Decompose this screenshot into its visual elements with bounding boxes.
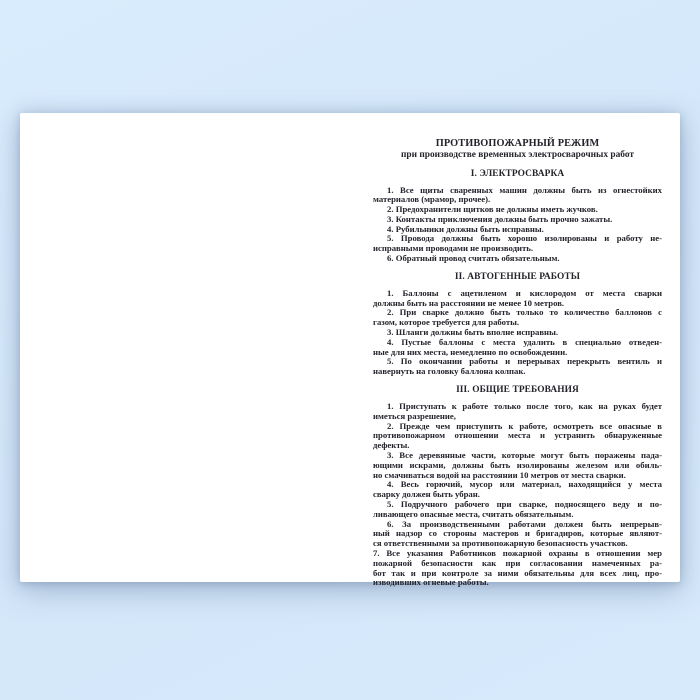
text-line: ные для них места, немедленно по освобождении. [373, 346, 568, 357]
text-line: 3. Шланги должны быть вполне исправны. [387, 327, 559, 338]
text-line: 2. При сварке должно быть только то количество баллонов с [387, 307, 662, 318]
text-line: 2. Предохранители щитков не должны иметь жучков. [387, 204, 598, 215]
document-sheet [20, 113, 680, 588]
text-line: исправными проводами не производить. [373, 243, 534, 254]
paragraph [373, 549, 662, 588]
text-line: ющими искрами, должны быть изолированы железом или обиль- [373, 459, 662, 470]
text-line: сварку должен быть убран. [373, 489, 480, 500]
text-line: 1. Баллоны с ацетиленом и кислородом от места сварки [387, 287, 662, 298]
text-line: 5. Подручного рабочего при сварке, подносящего веду и по- [387, 499, 662, 510]
text-line: 1. Приступать к работе только после того, как на руках будет [387, 401, 662, 412]
text-line: 4. Рубильники должны быть исправны. [387, 223, 544, 234]
text-line: 7. Все указания Работников пожарной охраны в отношении мер [373, 548, 662, 558]
text-line: 5. По окончании работы и перерывах перекрыть вентиль и [387, 356, 662, 367]
document-subtitle: при производстве временных электросварочных работ [400, 149, 635, 160]
text-line: ся ответственными за противопожарную безопасность участков. [373, 538, 628, 549]
paragraph [373, 186, 662, 206]
text-line: ный надзор со стороны мастеров и бригадиров, которые являют- [373, 528, 662, 539]
text-line: 3. Контакты приключения должны быть прочно зажаты. [387, 213, 613, 224]
paragraph [373, 480, 662, 500]
paragraph [373, 422, 662, 451]
text-line: газом, которое требуется для работы. [373, 317, 520, 328]
paragraph [373, 402, 662, 422]
paragraph [373, 520, 662, 549]
document-body [373, 169, 662, 589]
text-line: должны быть на расстоянии не менее 10 метров. [373, 297, 565, 308]
paragraph [373, 357, 662, 377]
section-heading: III. ОБЩИЕ ТРЕБОВАНИЯ [456, 385, 579, 396]
paragraph [373, 338, 662, 358]
text-line: бот так и при контроле за ними обязательны для всех лиц, про- [373, 567, 662, 578]
paragraph [373, 234, 662, 254]
text-line: 6. Обратный провод считать обязательным. [387, 253, 560, 264]
text-line: иметься разрешение, [373, 410, 456, 421]
section-heading: II. АВТОГЕННЫЕ РАБОТЫ [454, 271, 581, 282]
text-line: 5. Провода должны быть хорошо изолированы и работу не- [387, 233, 662, 244]
text-line: ливающего опасные места, считать обязательным. [373, 508, 574, 519]
paragraph [373, 254, 662, 264]
text-line: материалов (мрамор, прочее). [373, 194, 491, 205]
text-line: 3. Все деревянные части, которые могут быть поражены пада- [387, 450, 662, 461]
document-text-column [373, 138, 662, 588]
text-line: 6. За производственными работами должен быть непрерыв- [387, 518, 662, 529]
document-title: ПРОТИВОПОЖАРНЫЙ РЕЖИМ [435, 138, 600, 149]
text-line: дефекты. [373, 440, 410, 451]
paragraph [373, 451, 662, 480]
text-line: 2. Прежде чем приступить к работе, осмотреть все опасные в [387, 420, 662, 431]
text-line: противопожарном отношении места и устранить обнаруженные [373, 430, 662, 441]
paragraph [373, 289, 662, 309]
text-line: пожарной безопасности как при согласовании намеченных ра- [373, 557, 662, 568]
text-line: изводивших огневые работы. [373, 577, 489, 588]
section-heading: I. ЭЛЕКТРОСВАРКА [470, 168, 565, 179]
text-line: но смачиваться водой на расстоянии 10 метров от места сварки. [373, 469, 626, 480]
text-line: 4. Пустые баллоны с места удалить в специально отведен- [387, 336, 662, 347]
text-line: навернуть на головку баллона колпак. [373, 366, 526, 377]
text-line: 1. Все щиты сваренных машин должны быть из огнестойких [387, 184, 662, 195]
text-line: 4. Весь горючий, мусор или материал, находящийся у места [387, 479, 662, 490]
paragraph [373, 308, 662, 328]
paragraph [373, 500, 662, 520]
